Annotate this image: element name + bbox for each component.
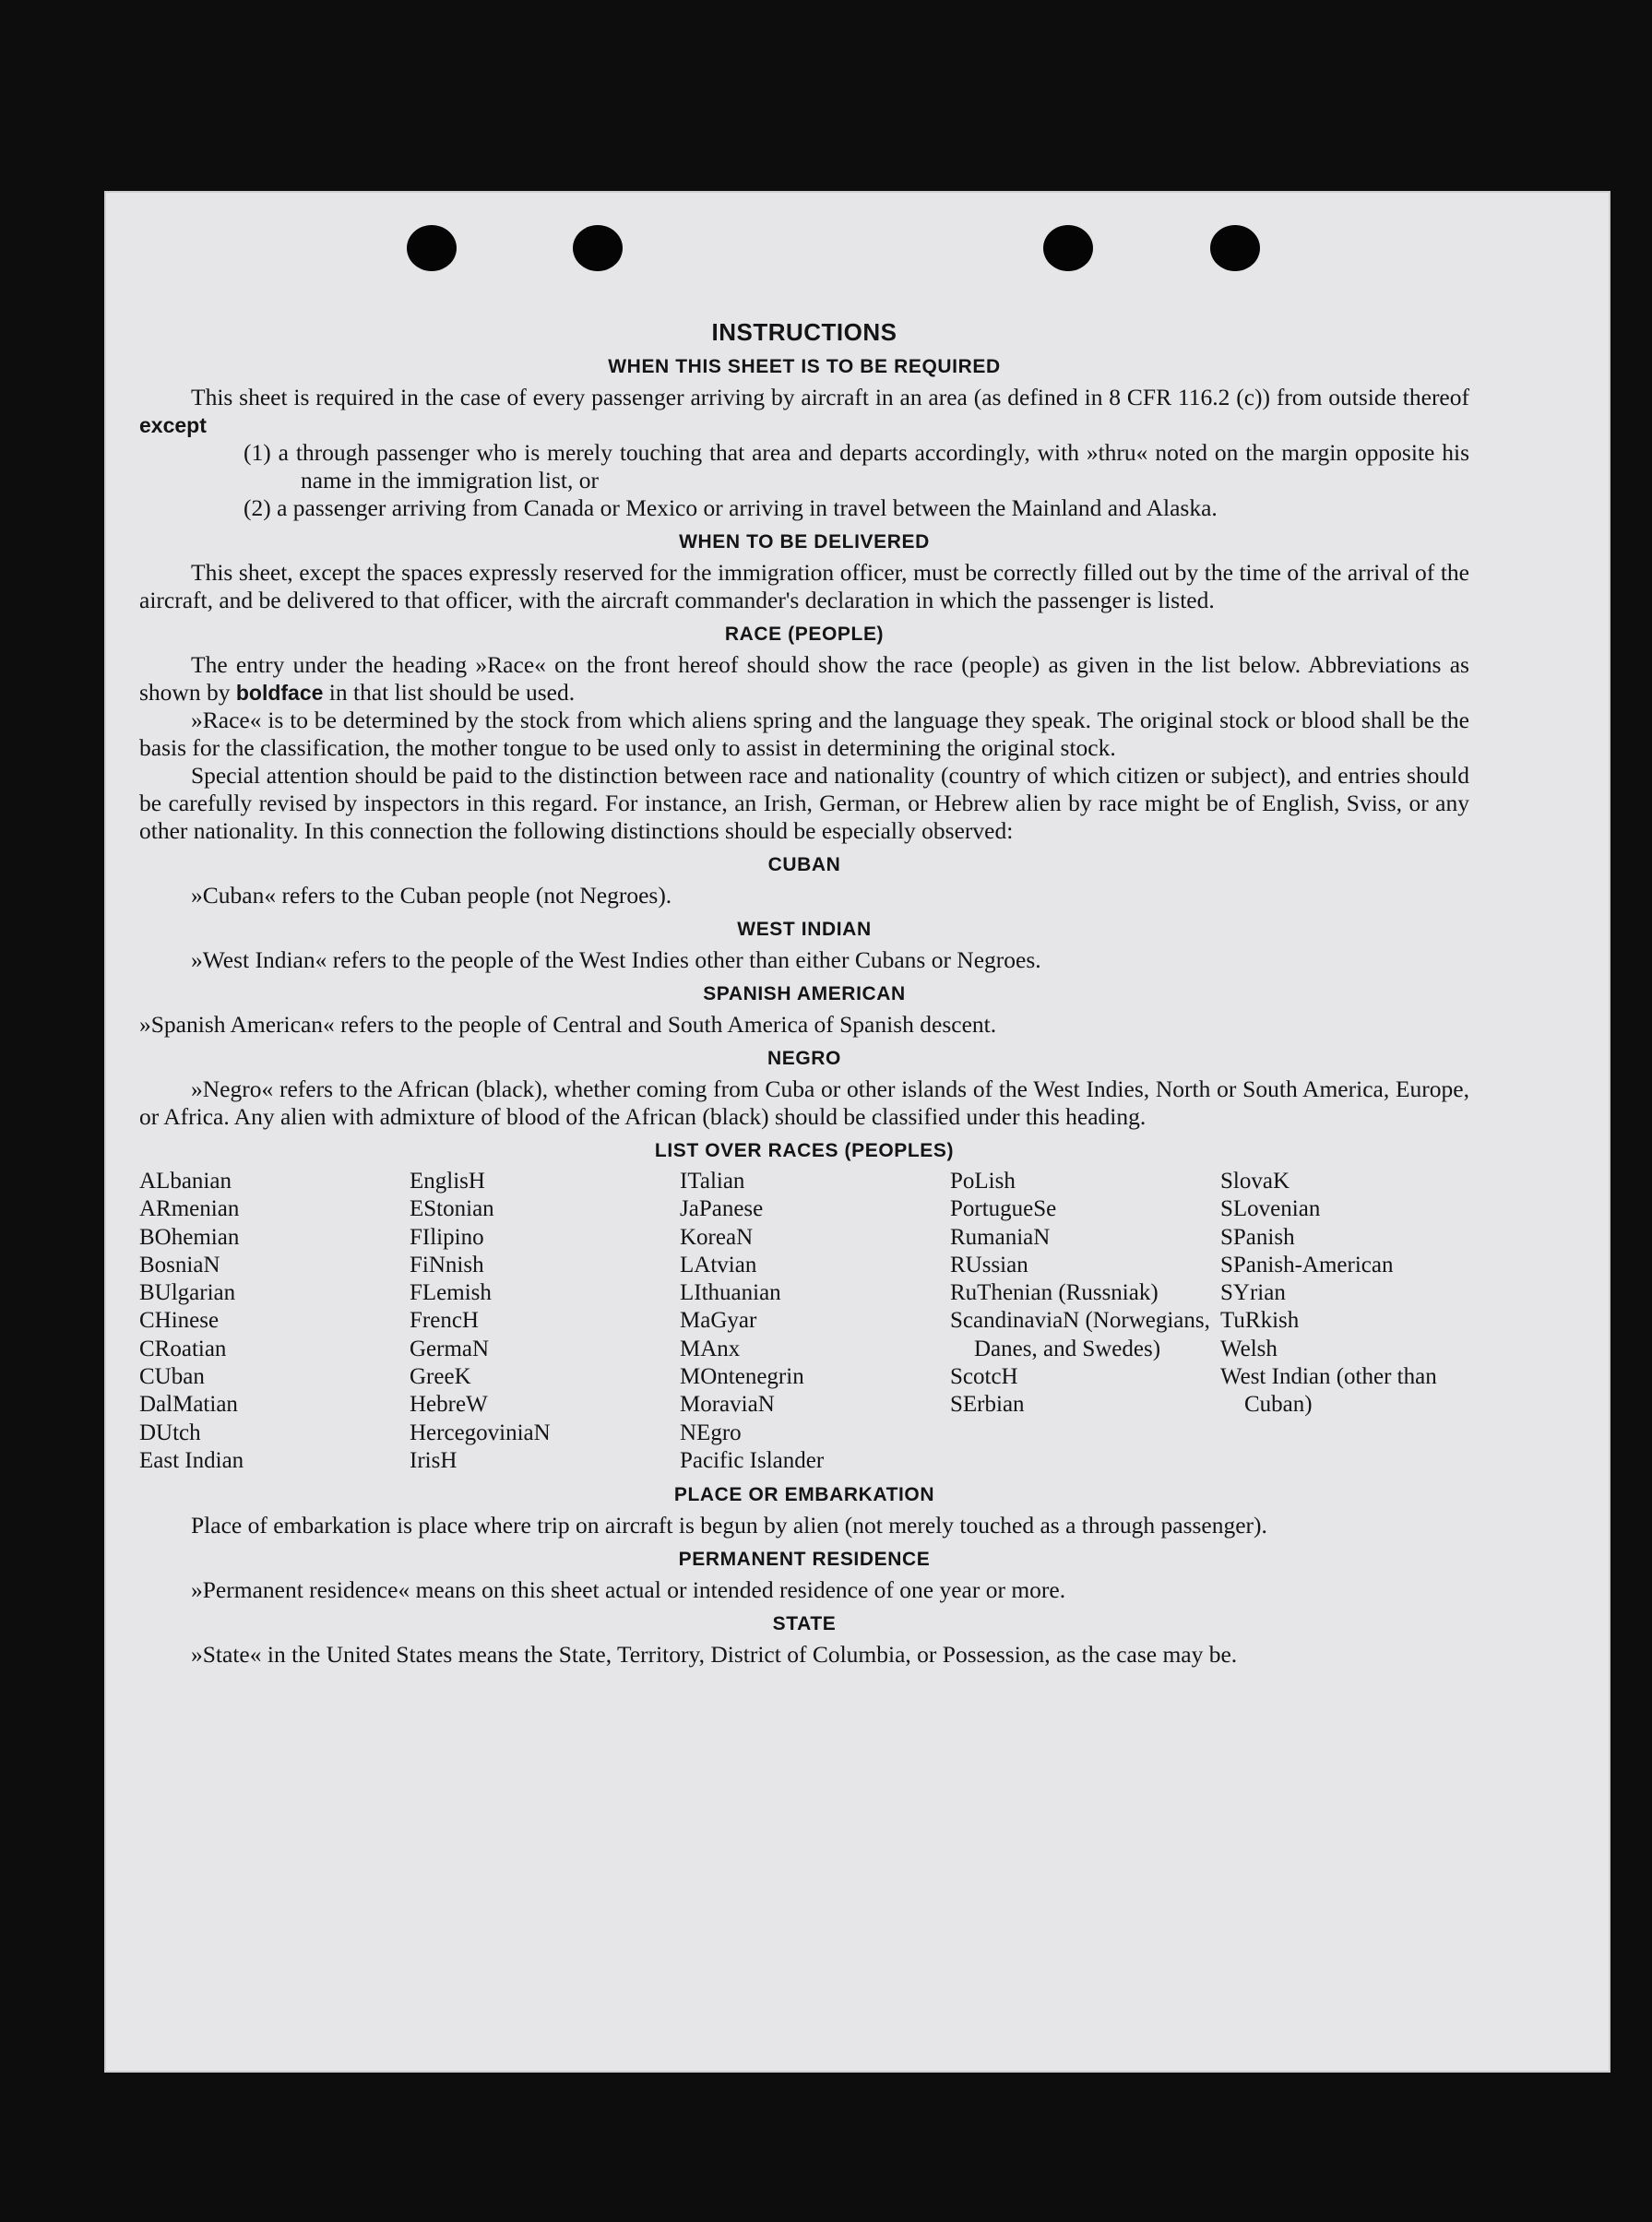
punch-hole <box>407 225 457 271</box>
race-list-item: CRoatian <box>139 1336 227 1361</box>
race-p1-end: in that list should be used. <box>323 679 576 706</box>
race-list-item: SPanish-American <box>1220 1252 1394 1277</box>
section-heading-residence: PERMANENT RESIDENCE <box>678 1549 931 1571</box>
race-list-item: SYrian <box>1220 1280 1286 1306</box>
race-list-item: East Indian <box>139 1447 244 1473</box>
negro-text: »Negro« refers to the African (black), whether coming from Cuba or other islands of the West Indies, North or South America, Europe, or Africa. Any alien with admixture of blood of the African (black) should be classified under this heading. <box>139 1075 1469 1130</box>
section-heading-races-list: LIST OVER RACES (PEOPLES) <box>654 1140 955 1161</box>
embarkation-text: Place of embarkation is place where trip on aircraft is begun by alien (not merely touched as a through passenger). <box>191 1512 1267 1539</box>
race-list-item: SlovaK <box>1220 1169 1290 1194</box>
race-list-item: Pacific Islander <box>680 1447 825 1473</box>
race-list-item: RuThenian (Russniak) <box>950 1280 1159 1306</box>
race-column <box>680 1168 947 1475</box>
residence-text: »Permanent residence« means on this sheet actual or intended residence of one year or more. <box>191 1576 1066 1604</box>
race-list-item: FLemish <box>410 1280 492 1306</box>
race-list-item: FrencH <box>410 1308 479 1334</box>
race-list-item: SErbian <box>950 1392 1025 1418</box>
race-list-item: ALbanian <box>139 1169 232 1194</box>
race-list-item: ScotcH <box>950 1364 1018 1390</box>
race-list-item: RUssian <box>950 1252 1028 1277</box>
race-list-item: ARmenian <box>139 1196 240 1222</box>
race-list-item: West Indian (other than Cuban) <box>1220 1364 1437 1418</box>
spanish-american-text: »Spanish American« refers to the people of Central and South America of Spanish descent. <box>139 1011 997 1038</box>
required-item-2: (2) a passenger arriving from Canada or Mexico or arriving in travel between the Mainland and Alaska. <box>244 494 1218 521</box>
race-list-item: SPanish <box>1220 1224 1295 1250</box>
race-list-item: ITalian <box>680 1169 745 1194</box>
race-list-item: IrisH <box>410 1447 458 1473</box>
race-list-item: LAtvian <box>680 1252 757 1277</box>
punch-hole <box>1210 225 1260 271</box>
instruction-sheet <box>104 191 1610 2073</box>
section-heading-west-indian: WEST INDIAN <box>737 919 872 940</box>
race-list-item: EStonian <box>410 1196 494 1222</box>
race-paragraph-2: »Race« is to be determined by the stock from which aliens spring and the language they speak. The original stock or blood shall be the basis for the classification, the mother tongue to be used only to assist in determining the original stock. <box>139 707 1469 761</box>
race-list-item: PortugueSe <box>950 1196 1057 1222</box>
race-list-item: PoLish <box>950 1169 1016 1194</box>
section-heading-race: RACE (PEOPLE) <box>724 624 885 645</box>
required-intro <box>139 384 1469 439</box>
race-column <box>950 1168 1218 1475</box>
section-heading-spanish-american: SPANISH AMERICAN <box>703 983 906 1004</box>
required-intro-except: except <box>139 413 207 437</box>
race-list-item: JaPanese <box>680 1196 764 1222</box>
race-list-item: GermaN <box>410 1336 490 1361</box>
race-list-item: EnglisH <box>410 1169 485 1194</box>
section-heading-negro: NEGRO <box>767 1048 841 1069</box>
race-list-item: MaGyar <box>680 1308 757 1334</box>
race-list-item: HebreW <box>410 1392 488 1418</box>
race-list-item: HercegoviniaN <box>410 1420 551 1445</box>
race-list-item: TuRkish <box>1220 1308 1300 1334</box>
race-column <box>139 1168 407 1475</box>
race-list-item: GreeK <box>410 1364 471 1390</box>
required-item-1: (1) a through passenger who is merely touching that area and departs accordingly, with »thru« noted on the margin opposite his name in the immigration list, or <box>244 439 1469 493</box>
race-p1-text: The entry under the heading »Race« on the front hereof should show the race (people) as given in the list below. Abbreviations as shown by <box>139 651 1469 706</box>
instructions-body <box>139 318 1469 1669</box>
race-paragraph-3: Special attention should be paid to the distinction between race and nationality (country of which citizen or subject), and entries should be carefully revised by inspectors in this regard. For instance, an Irish, German, or Hebrew alien by race might be of English, Sviss, or any other nationality. In this connection the following distinctions should be especially observed: <box>139 762 1469 844</box>
race-p1-boldface: boldface <box>235 681 324 705</box>
race-list-item: Welsh <box>1220 1336 1278 1361</box>
section-heading-required: WHEN THIS SHEET IS TO BE REQUIRED <box>608 356 1001 377</box>
race-list-item: FIlipino <box>410 1224 484 1250</box>
race-list-item: CUban <box>139 1364 205 1390</box>
race-list-item: BosniaN <box>139 1252 220 1277</box>
required-intro-text: This sheet is required in the case of every passenger arriving by aircraft in an area (as defined in 8 CFR 116.2 (c)) from outside thereof <box>191 384 1469 410</box>
west-indian-text: »West Indian« refers to the people of the West Indies other than either Cubans or Negroes. <box>191 946 1041 973</box>
section-heading-delivered: WHEN TO BE DELIVERED <box>679 531 930 553</box>
delivered-text: This sheet, except the spaces expressly reserved for the immigration officer, must be correctly filled out by the time of the arrival of the aircraft, and be delivered to that officer, with the aircraft commander's declaration in which the passenger is listed. <box>139 559 1469 613</box>
race-list-item: FiNnish <box>410 1252 484 1277</box>
race-list-item: NEgro <box>680 1420 742 1445</box>
race-paragraph-1 <box>139 651 1469 707</box>
race-list-item: LIthuanian <box>680 1280 781 1306</box>
punch-hole <box>573 225 623 271</box>
race-list-item: CHinese <box>139 1308 220 1334</box>
section-heading-cuban: CUBAN <box>767 854 841 875</box>
section-heading-embarkation: PLACE OR EMBARKATION <box>673 1484 935 1506</box>
state-text: »State« in the United States means the State, Territory, District of Columbia, or Possession, as the case may be. <box>191 1641 1238 1669</box>
cuban-text: »Cuban« refers to the Cuban people (not Negroes). <box>191 882 672 909</box>
race-list-item: ScandinaviaN (Norwegians, Danes, and Swedes) <box>950 1308 1210 1361</box>
race-list-item: MoraviaN <box>680 1392 775 1418</box>
race-list-item: BUlgarian <box>139 1280 236 1306</box>
race-list-item: DalMatian <box>139 1392 238 1418</box>
race-list-item: BOhemian <box>139 1224 240 1250</box>
race-list-item: DUtch <box>139 1420 201 1445</box>
punch-hole <box>1043 225 1093 271</box>
race-list <box>139 1168 1469 1475</box>
race-list-item: MOntenegrin <box>680 1364 804 1390</box>
race-column <box>410 1168 677 1475</box>
race-list-item: RumaniaN <box>950 1224 1051 1250</box>
page-title: INSTRUCTIONS <box>711 318 897 346</box>
race-list-item: SLovenian <box>1220 1196 1321 1222</box>
race-list-item: MAnx <box>680 1336 741 1361</box>
race-list-item: KoreaN <box>680 1224 754 1250</box>
section-heading-state: STATE <box>772 1613 837 1635</box>
race-column <box>1220 1168 1469 1475</box>
